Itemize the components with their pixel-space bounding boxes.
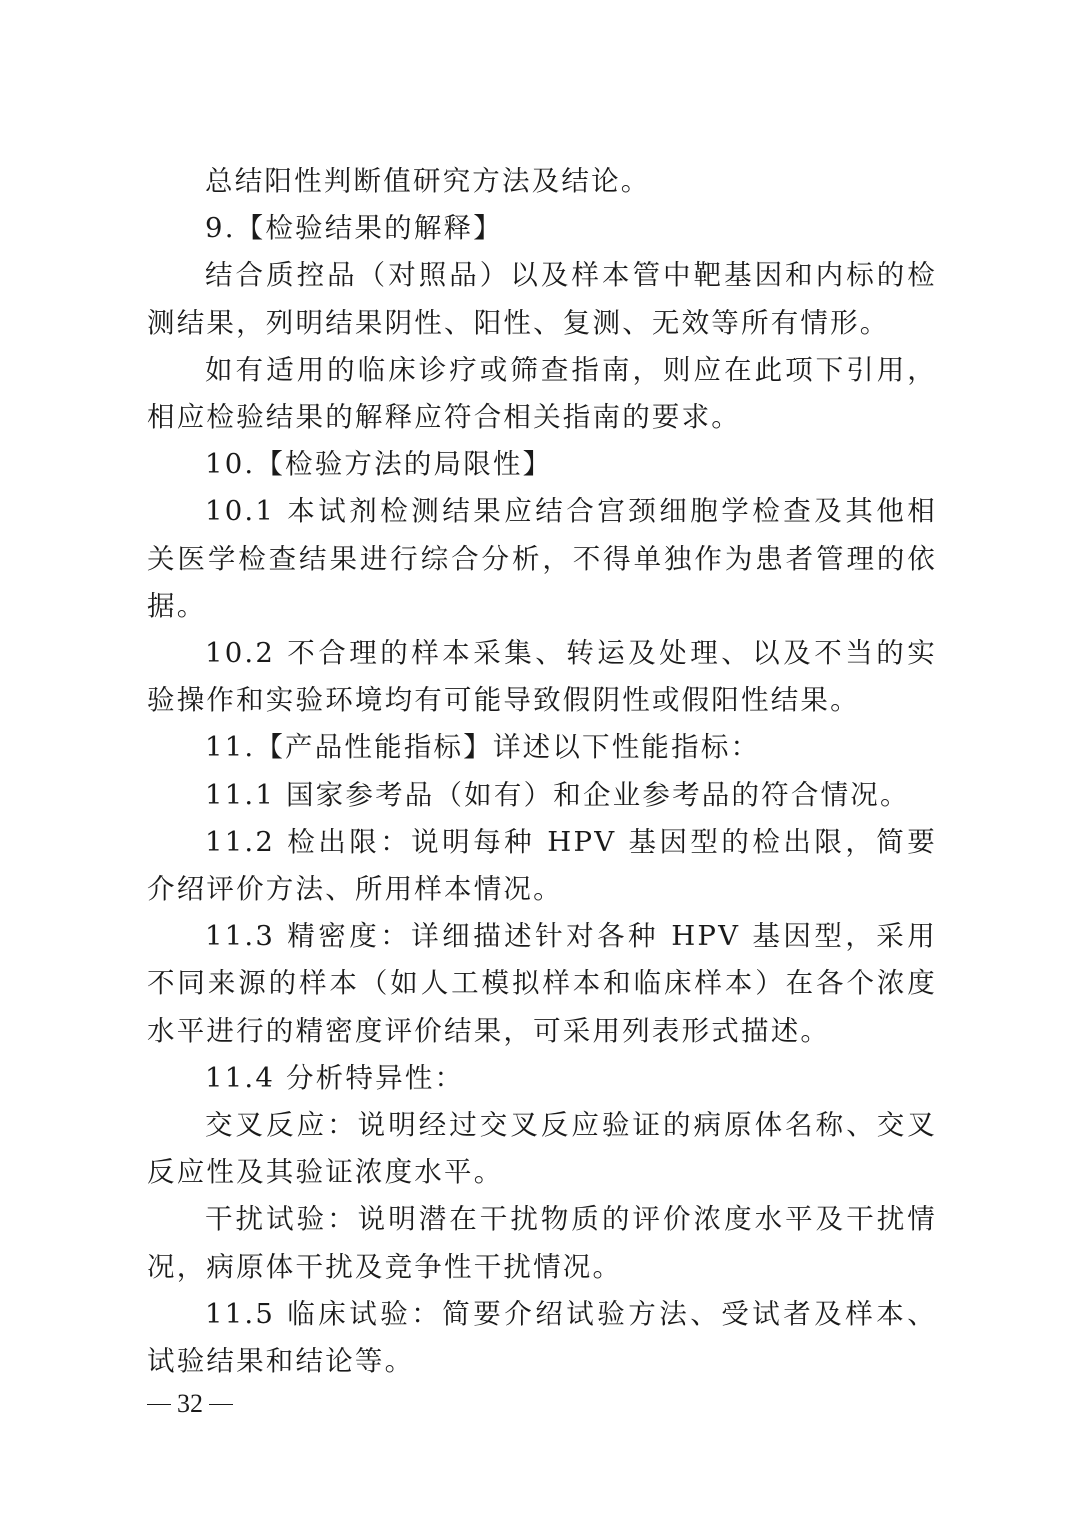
body-text: [147, 158, 937, 1385]
paragraph-limitation-10-1: 10.1 本试剂检测结果应结合宫颈细胞学检查及其他相关医学检查结果进行综合分析，不得单独作为患者管理的依据。: [147, 495, 937, 622]
paragraph-precision: 11.3 精密度：详细描述针对各种 HPV 基因型，采用不同来源的样本（如人工模拟样本和临床样本）在各个浓度水平进行的精密度评价结果，可采用列表形式描述。: [147, 920, 937, 1047]
paragraph-guidelines: 如有适用的临床诊疗或筛查指南，则应在此项下引用，相应检验结果的解释应符合相关指南的要求。: [147, 353, 937, 434]
paragraph-clinical-trial: 11.5 临床试验：简要介绍试验方法、受试者及样本、试验结果和结论等。: [147, 1297, 937, 1378]
paragraph-cross-reactivity: 交叉反应：说明经过交叉反应验证的病原体名称、交叉反应性及其验证浓度水平。: [147, 1109, 937, 1189]
paragraph-detection-limit: 11.2 检出限：说明每种 HPV 基因型的检出限，简要介绍评价方法、所用样本情况。: [147, 825, 937, 906]
paragraph-result-interpretation: 结合质控品（对照品）以及样本管中靶基因和内标的检测结果，列明结果阴性、阳性、复测、无效等所有情形。: [147, 259, 937, 339]
page-number: 32: [177, 1389, 203, 1418]
paragraph-limitation-10-2: 10.2 不合理的样本采集、转运及处理、以及不当的实验操作和实验环境均有可能导致假阴性或假阳性结果。: [147, 637, 937, 717]
paragraph-reference-materials: 11.1 国家参考品（如有）和企业参考品的符合情况。: [205, 778, 910, 811]
footer-dash-left: [147, 1404, 171, 1405]
footer-dash-right: [209, 1404, 233, 1405]
heading-result-interpretation: 9.【检验结果的解释】: [205, 212, 503, 245]
heading-method-limitations: 10.【检验方法的局限性】: [205, 448, 553, 481]
heading-performance-indicators: 11.【产品性能指标】详述以下性能指标：: [205, 731, 761, 764]
paragraph-conclusion: 总结阳性判断值研究方法及结论。: [205, 165, 651, 197]
page-footer: [147, 1384, 233, 1424]
paragraph-analytical-specificity: 11.4 分析特异性：: [205, 1061, 465, 1094]
paragraph-interference: 干扰试验：说明潜在干扰物质的评价浓度水平及干扰情况，病原体干扰及竞争性干扰情况。: [147, 1203, 937, 1283]
